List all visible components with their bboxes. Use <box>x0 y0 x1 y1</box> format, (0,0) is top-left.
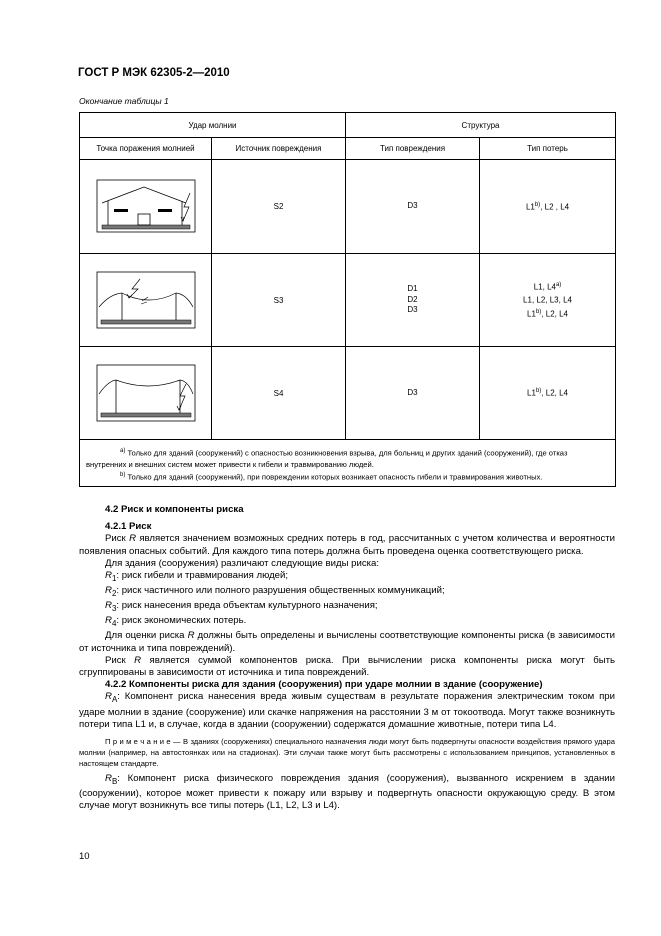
near-line-strike-icon <box>94 362 198 424</box>
damage-value: D3 <box>407 305 418 315</box>
source-cell: S2 <box>212 160 346 254</box>
table-row <box>80 254 616 347</box>
loss-value: L1$^{b)}$, L2, L4 <box>527 308 568 319</box>
group-header-strike: Удар молнии <box>80 113 346 138</box>
subsection-title: 4.2.1 Риск <box>105 521 152 533</box>
line-strike-icon <box>94 269 198 331</box>
loss-value: L1, L2, L3, L4 <box>523 296 572 306</box>
document-header: ГОСТ Р МЭК 62305-2—2010 <box>78 67 230 79</box>
paragraph: Для оценки риска R должны быть определены и вычислены соответствующие компоненты риска (в зависимости от источника и типа повреждений). <box>79 630 615 654</box>
damage-value: D2 <box>407 294 418 304</box>
col-header-strike-point: Точка поражения молнией <box>80 138 212 160</box>
table-row <box>80 347 616 440</box>
loss-value: L1$^{b)}$, L2, L4 <box>527 388 568 399</box>
loss-cell <box>480 347 616 440</box>
page-number: 10 <box>79 851 90 862</box>
paragraph: Для здания (сооружения) различают следующие виды риска: <box>105 557 380 569</box>
damage-cell <box>346 160 480 254</box>
damage-value: D1 <box>407 284 418 294</box>
subsection-title: 4.2.2 Компоненты риска для здания (сооружения) при ударе молнии в здание (сооружение) <box>105 679 543 691</box>
risk-item: $R_2$: риск частичного или полного разрушения общественных коммуникаций; <box>105 585 445 599</box>
damage-value: D3 <box>407 387 418 397</box>
paragraph: $R_B$: Компонент риска физического повреждения здания (сооружения), вызванного искрением в здании (сооружении), которое может привести к пожару или взрыву и подвергнуть опасности окружающую среду. В этом случае могут возникнуть все типы потерь (L1, L2, L3 и L4). <box>79 772 615 812</box>
body-text <box>79 504 615 813</box>
risk-item: $R_1$: риск гибели и травмирования людей; <box>105 570 289 583</box>
section-title: 4.2 Риск и компоненты риска <box>105 504 244 515</box>
building-strike-icon <box>94 177 198 237</box>
source-cell: S4 <box>212 347 346 440</box>
loss-cell <box>480 160 616 254</box>
loss-value: L1$^{b)}$, L2 , L4 <box>525 201 570 212</box>
loss-cell <box>480 254 616 347</box>
risk-item: $R_3$: риск нанесения вреда объектам культурного назначения; <box>105 600 378 614</box>
table-caption: Окончание таблицы 1 <box>79 96 169 106</box>
damage-cell <box>346 254 480 347</box>
col-header-damage: Тип повреждения <box>346 138 480 160</box>
table-footnotes <box>80 440 616 487</box>
damage-cell <box>346 347 480 440</box>
paragraph: Риск R является значением возможных средних потерь в год, рассчитанных с учетом количества и вероятности появления опасных событий. Для каждого типа потерь должна быть проведена оценка соответствующего риска. <box>79 533 616 557</box>
risk-item: $R_4$: риск экономических потерь. <box>105 615 247 629</box>
footnote-b: $^{b)}$ Только для зданий (сооружений), при повреждении которых возникает опасность гибели и травмирования животных. <box>120 471 543 482</box>
col-header-loss: Тип потерь <box>480 138 616 160</box>
risk-table <box>79 112 616 487</box>
loss-value: L1, L4$^{a)}$ <box>533 282 562 292</box>
footnote-a: $^{a)}$ Только для зданий (сооружений) с опасностью возникновения взрыва, для больниц и других зданий (сооружений), где отказ внутренних и внешних систем может привести к гибели и травмированию людей. <box>86 448 568 469</box>
paragraph: $R_A$: Компонент риска нанесения вреда живым существам в результате поражения электрическим током при ударе молнии в здание (сооружение) или скачке напряжения на расстоянии 3 м от токоотвода. Могут также возникнуть потери типа L1 и, в случае, когда в здании (сооружении) содержатся домашние животные, потери типа L4. <box>79 691 615 730</box>
group-header-structure: Структура <box>346 113 616 138</box>
source-cell: S3 <box>212 254 346 347</box>
note: П р и м е ч а н и е — В зданиях (сооружениях) специального назначения люди могут быть подвергнуты опасности воздействия прямого удара молнии (например, на автостоянках или на стадионах). Эти случаи также могут быть рассмотрены с использованием принципов, установленных в настоящем стандарте. <box>79 736 615 768</box>
paragraph: Риск R является суммой компонентов риска. При вычислении риска компоненты риска могут быть сгруппированы в зависимости от источника и типа повреждений. <box>79 654 616 679</box>
damage-value: D3 <box>407 201 418 211</box>
col-header-source: Источник повреждения <box>212 138 346 160</box>
table-row <box>80 160 616 254</box>
